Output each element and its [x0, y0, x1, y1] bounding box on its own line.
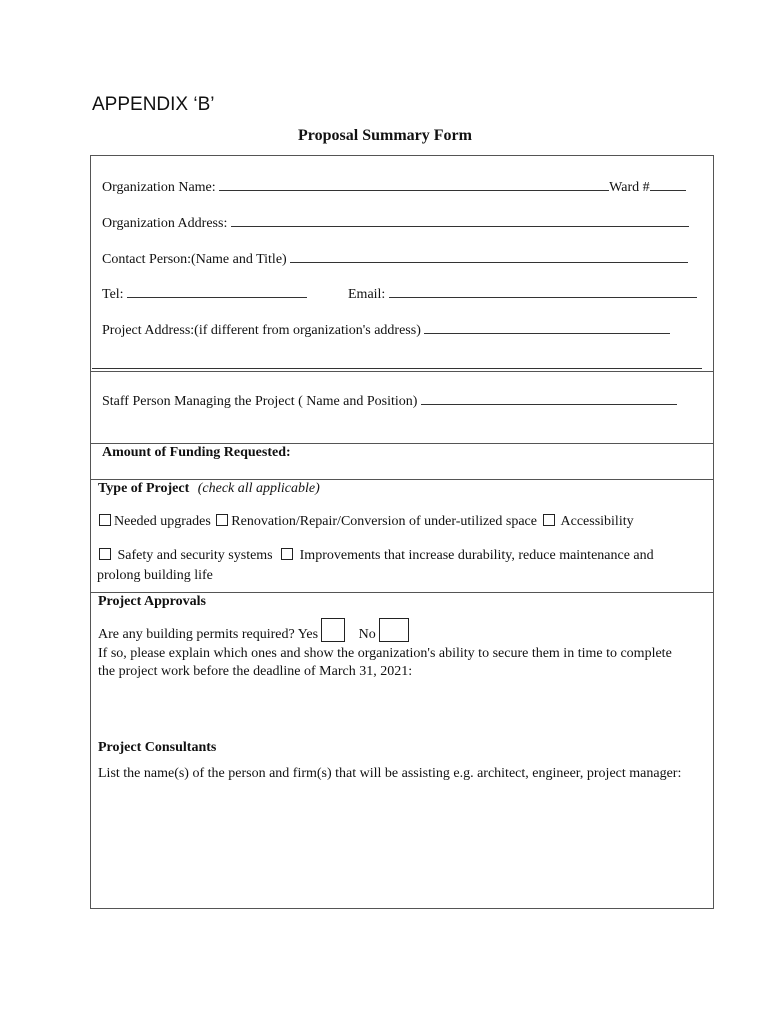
appendix-heading: APPENDIX ‘B’	[92, 94, 215, 115]
project-type-header	[98, 481, 320, 497]
organization-name-label: Organization Name:	[102, 180, 216, 195]
yes-label: Yes	[297, 627, 319, 642]
email-row	[348, 283, 697, 303]
needed-upgrades-label: Needed upgrades	[114, 514, 211, 529]
divider	[91, 443, 713, 444]
tel-row	[102, 283, 307, 303]
contact-person-row	[102, 248, 688, 268]
improvements-checkbox[interactable]	[281, 548, 293, 560]
no-checkbox[interactable]	[379, 618, 409, 642]
project-address-label: Project Address:(if different from organization's address)	[102, 323, 421, 338]
consultants-instructions: List the name(s) of the person and firm(s) that will be assisting e.g. architect, engineer, project manager:	[98, 766, 682, 781]
ward-label: Ward #	[609, 180, 650, 195]
staff-person-label: Staff Person Managing the Project ( Name and Position)	[102, 394, 418, 409]
form-box	[90, 155, 714, 909]
improvements-label: Improvements that increase durability, reduce maintenance and	[299, 548, 654, 563]
organization-name-row	[102, 176, 686, 196]
needed-upgrades-checkbox[interactable]	[99, 514, 111, 526]
project-type-label: Type of Project	[98, 481, 190, 496]
ward-field[interactable]	[650, 176, 686, 191]
divider	[91, 592, 713, 593]
email-field[interactable]	[389, 283, 697, 298]
funding-label: Amount of Funding Requested:	[102, 445, 291, 460]
organization-address-field[interactable]	[231, 212, 689, 227]
project-address-field[interactable]	[424, 319, 670, 334]
permits-question-row	[98, 618, 409, 643]
renovation-checkbox[interactable]	[216, 514, 228, 526]
permits-question: Are any building permits required?	[98, 627, 295, 642]
tel-field[interactable]	[127, 283, 307, 298]
project-address-row	[102, 319, 670, 339]
divider	[91, 371, 713, 372]
improvements-label-continuation: prolong building life	[97, 568, 213, 583]
form-title: Proposal Summary Form	[298, 127, 472, 144]
project-type-row-1	[99, 514, 634, 530]
renovation-label: Renovation/Repair/Conversion of under-utilized space	[231, 514, 537, 529]
consultants-heading: Project Consultants	[98, 740, 217, 755]
organization-address-row	[102, 212, 689, 232]
yes-checkbox[interactable]	[321, 618, 345, 642]
project-type-row-2	[99, 548, 709, 564]
approvals-heading: Project Approvals	[98, 594, 206, 609]
project-type-note: (check all applicable)	[197, 481, 320, 496]
no-label: No	[358, 627, 376, 642]
contact-person-field[interactable]	[290, 248, 688, 263]
accessibility-label: Accessibility	[560, 514, 634, 529]
organization-name-field[interactable]	[219, 176, 609, 191]
divider	[91, 479, 713, 480]
contact-person-label: Contact Person:(Name and Title)	[102, 252, 287, 267]
safety-label: Safety and security systems	[117, 548, 273, 563]
safety-checkbox[interactable]	[99, 548, 111, 560]
accessibility-checkbox[interactable]	[543, 514, 555, 526]
organization-address-label: Organization Address:	[102, 216, 228, 231]
project-address-field-line2[interactable]	[92, 368, 702, 369]
permits-explanation: If so, please explain which ones and show the organization's ability to secure them in time to complete the project work before the deadline of March 31, 2021:	[98, 646, 672, 679]
staff-person-field[interactable]	[421, 390, 677, 405]
email-label: Email:	[348, 287, 386, 302]
tel-label: Tel:	[102, 287, 124, 302]
staff-person-row	[102, 390, 677, 410]
